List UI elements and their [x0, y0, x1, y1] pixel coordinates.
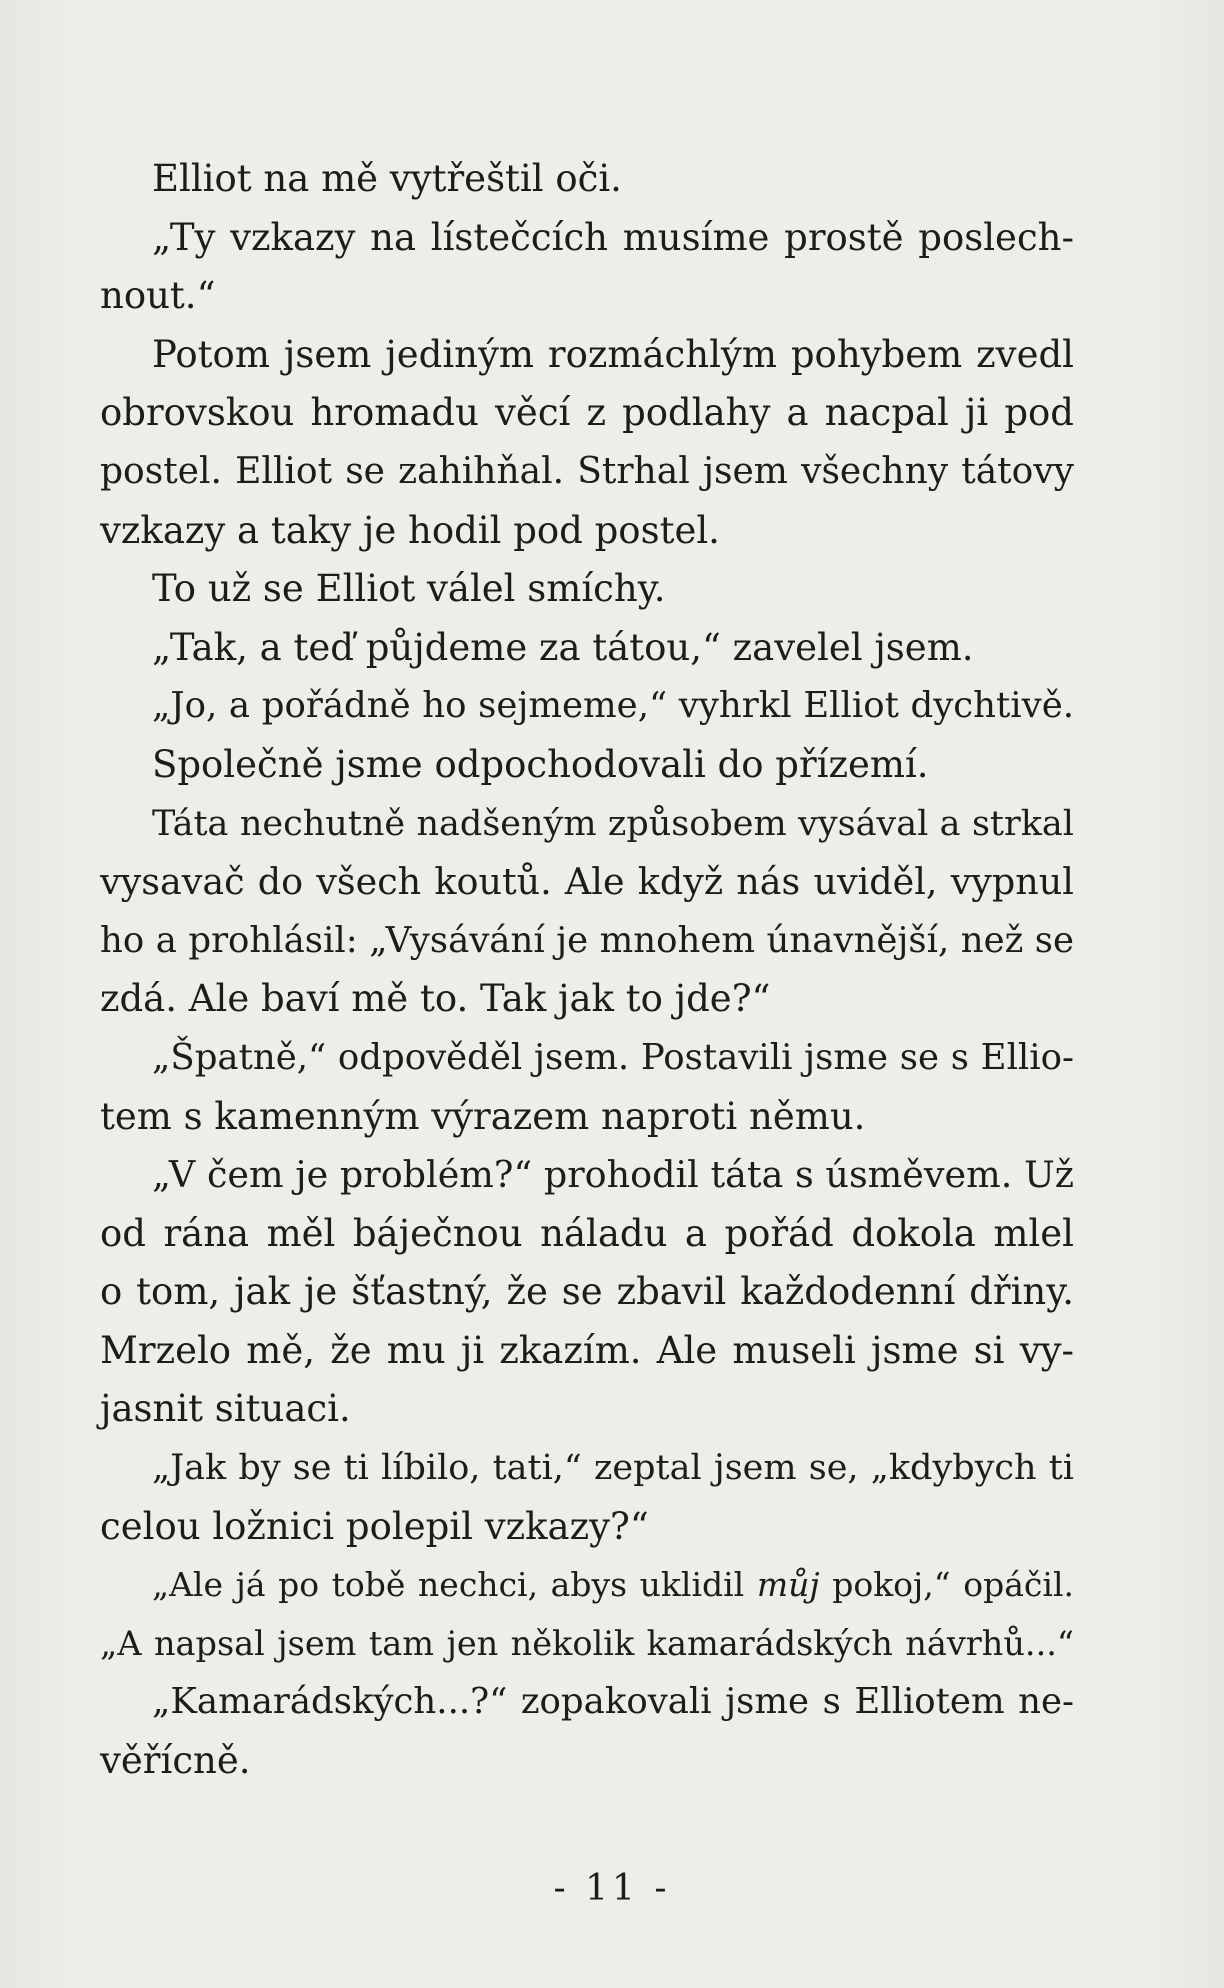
text-line: vysavač do všech koutů. Ale když nás uviděl, vypnul [100, 860, 1074, 904]
text-line: To už se Elliot válel smíchy. [152, 567, 666, 611]
text-line: „A napsal jsem tam jen několik kamarádských návrhů...“ [100, 1623, 1074, 1663]
body-text [100, 150, 1074, 1791]
text-line: věřícně. [100, 1739, 251, 1783]
text-line: „Jo, a pořádně ho sejmeme,“ vyhrkl Elliot dychtivě. [152, 685, 1074, 727]
text-line: „Špatně,“ odpověděl jsem. Postavili jsme se s Ellio- [152, 1036, 1074, 1078]
text-line: jasnit situaci. [100, 1387, 351, 1431]
text-segment: pokoj,“ opáčil. [819, 1565, 1074, 1605]
text-line: Potom jsem jediným rozmáchlým pohybem zvedl [152, 332, 1074, 376]
text-line: „Jak by se ti líbilo, tati,“ zeptal jsem se, „kdybych ti [152, 1448, 1074, 1489]
text-line: tem s kamenným výrazem naproti němu. [100, 1094, 866, 1138]
page-number: - 11 - [553, 1868, 671, 1909]
text-line: Táta nechutně nadšeným způsobem vysával a strkal [152, 803, 1074, 844]
text-line: postel. Elliot se zahihňal. Strhal jsem všechny tátovy [100, 450, 1074, 492]
text-line: vzkazy a taky je hodil pod postel. [100, 508, 720, 552]
text-line: Mrzelo mě, že mu ji zkazím. Ale museli jsme si vy- [100, 1328, 1074, 1372]
text-line: ho a prohlásil: „Vysávání je mnohem únavnější, než se [100, 919, 1074, 961]
text-line: Společně jsme odpochodovali do přízemí. [152, 742, 929, 786]
text-line: obrovskou hromadu věcí z podlahy a nacpal ji pod [100, 391, 1074, 435]
text-line: zdá. Ale baví mě to. Tak jak to jde?“ [100, 977, 771, 1021]
text-segment: „Ale já po tobě nechci, abys uklidil [152, 1565, 757, 1605]
text-line: Elliot na mě vytřeštil oči. [152, 157, 622, 200]
text-line: o tom, jak je šťastný, že se zbavil každodenní dřiny. [100, 1270, 1074, 1314]
text-line [100, 1556, 1074, 1615]
text-line: od rána měl báječnou náladu a pořád dokola mlel [100, 1211, 1074, 1255]
text-line: nout.“ [100, 274, 216, 318]
text-line: „Ty vzkazy na lístečcích musíme prostě poslech- [152, 215, 1074, 259]
text-line: „Kamarádských...?“ zopakovali jsme s Elliotem ne- [152, 1681, 1074, 1723]
text-line: celou ložnici polepil vzkazy?“ [100, 1504, 649, 1548]
text-line: „Tak, a teď půjdeme za tátou,“ zavelel jsem. [152, 625, 974, 669]
text-line: „V čem je problém?“ prohodil táta s úsměvem. Už [152, 1153, 1074, 1197]
emphasized-word: můj [756, 1565, 820, 1605]
